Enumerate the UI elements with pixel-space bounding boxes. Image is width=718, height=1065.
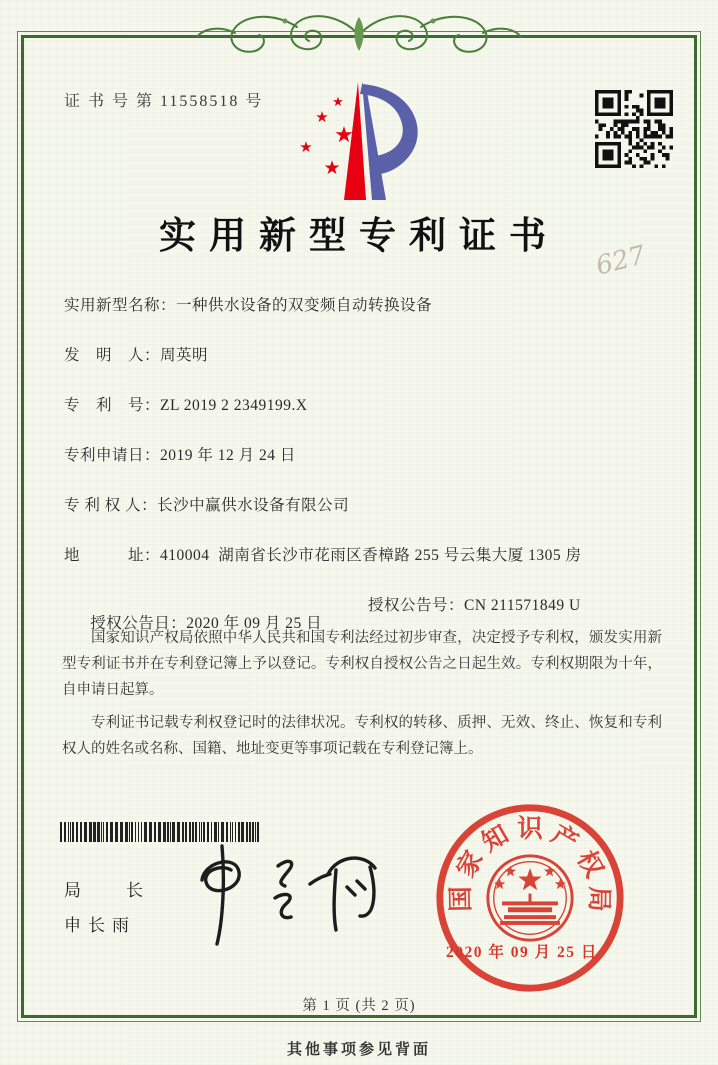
field-patentee <box>64 493 674 543</box>
field-value: ZL 2019 2 2349199.X <box>160 397 308 414</box>
logo-stars <box>299 94 354 179</box>
commissioner-title: 局 长 <box>64 881 157 900</box>
svg-text:局: 局 <box>584 886 614 912</box>
qr-code-icon <box>595 90 673 168</box>
svg-text:权: 权 <box>571 845 610 883</box>
field-label: 发 明 人： <box>64 347 161 364</box>
page-number: 第 1 页 (共 2 页) <box>302 998 416 1014</box>
svg-text:国: 国 <box>446 886 476 912</box>
cnipa-patent-logo-icon <box>288 82 428 202</box>
legal-text <box>62 626 662 771</box>
back-side-note: 其他事项参见背面 <box>286 1040 431 1058</box>
legal-paragraph-2: 专利证书记载专利权登记时的法律状况。专利权的转移、质押、无效、终止、恢复和专利权人的姓名或名称、国籍、地址变更等事项记载在专利登记簿上。 <box>62 715 662 758</box>
field-label: 专利申请日： <box>64 447 161 464</box>
field-label: 专 利 权 人： <box>64 497 158 514</box>
svg-text:知: 知 <box>476 819 514 858</box>
svg-text:★: ★ <box>334 122 354 147</box>
certificate-title: 实用新型专利证书 <box>159 216 559 257</box>
svg-text:识: 识 <box>517 814 543 844</box>
field-inventor <box>64 343 674 393</box>
field-patent-number <box>64 393 674 443</box>
field-grant-date: 授权公告日：2020 年 09 月 25 日 <box>90 615 323 632</box>
legal-paragraph-1: 国家知识产权局依照中华人民共和国专利法经过初步审查，决定授予专利权，颁发实用新型专利证书并在专利登记簿上予以登记。专利权自授权公告之日起生效。专利权期限为十年，自申请日起算。 <box>62 630 662 698</box>
svg-text:家: 家 <box>450 845 489 883</box>
national-emblem-icon <box>488 856 572 940</box>
field-grant-number: 授权公告号：CN 211571849 U <box>368 597 581 614</box>
handwritten-pencil-note: 627 <box>593 240 649 282</box>
commissioner-block <box>64 876 157 936</box>
svg-text:产: 产 <box>546 819 584 858</box>
field-value: 周英明 <box>160 347 209 364</box>
field-filing-date <box>64 443 674 493</box>
ornament-center-leaf <box>355 17 364 51</box>
field-value: 一种供水设备的双变频自动转换设备 <box>176 297 433 314</box>
svg-text:★: ★ <box>315 110 329 126</box>
field-label: 地 址： <box>64 547 161 564</box>
field-utility-model-name <box>64 293 674 343</box>
field-value: 410004 湖南省长沙市花雨区香樟路 255 号云集大厦 1305 房 <box>160 547 582 564</box>
svg-text:★: ★ <box>332 94 344 109</box>
field-value: 长沙中赢供水设备有限公司 <box>157 497 350 514</box>
field-value: 2019 年 12 月 24 日 <box>160 447 296 464</box>
field-label: 专 利 号： <box>64 397 161 414</box>
svg-text:★: ★ <box>299 140 313 156</box>
handwritten-signature <box>178 840 398 950</box>
official-seal <box>432 800 628 996</box>
svg-text:★: ★ <box>323 158 341 179</box>
barcode-icon <box>60 822 268 842</box>
field-label: 实用新型名称： <box>64 297 177 314</box>
border-ornament-icon <box>189 5 529 67</box>
seal-date: 2020 年 09 月 25 日 <box>446 944 598 961</box>
field-address <box>64 543 674 593</box>
commissioner-name: 申长雨 <box>64 916 136 935</box>
certificate-fields <box>64 293 674 643</box>
certificate-number: 证 书 号 第 11558518 号 <box>64 93 264 110</box>
